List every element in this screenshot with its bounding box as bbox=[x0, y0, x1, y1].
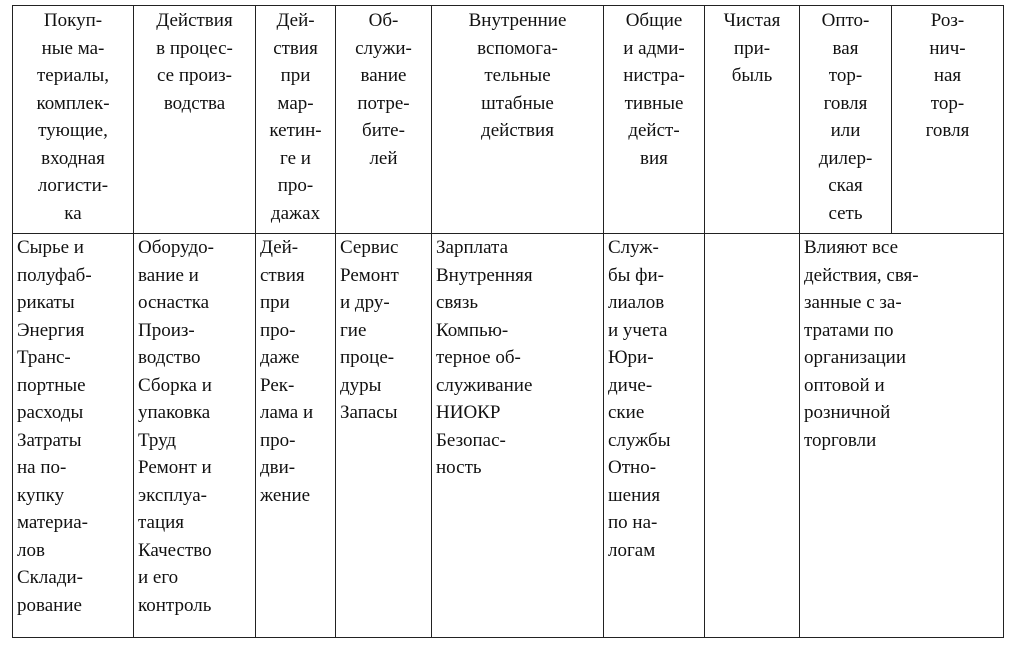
header-cell-wholesale: Опто- вая тор- говля или дилер- ская сеть bbox=[800, 6, 892, 234]
cell-production: Оборудо- вание и оснастка Произ- водство Сборка и упаковка Труд Ремонт и эксплуа- тация Качество и его контроль bbox=[134, 234, 256, 638]
header-cell-marketing-sales: Дей- ствия при мар- кетин- ге и про- дажах bbox=[256, 6, 336, 234]
cell-net-profit bbox=[705, 234, 800, 638]
table-header-row bbox=[13, 6, 1004, 234]
table-row bbox=[13, 234, 1004, 638]
cell-marketing-sales: Дей- ствия при про- даже Рек- лама и про- дви- жение bbox=[256, 234, 336, 638]
header-cell-internal-support: Внутренние вспомога- тельные штабные действия bbox=[432, 6, 604, 234]
cell-wholesale-retail: Влияют все действия, свя- занные с за- тратами по организации оптовой и розничной торговли bbox=[800, 234, 1004, 638]
header-cell-production: Действия в процес- се произ- водства bbox=[134, 6, 256, 234]
cell-general-admin: Служ- бы фи- лиалов и учета Юри- диче- ские службы Отно- шения по на- логам bbox=[604, 234, 705, 638]
cell-customer-service: Сервис Ремонт и дру- гие проце- дуры Запасы bbox=[336, 234, 432, 638]
header-cell-general-admin: Общие и адми- нистра- тивные дейст- вия bbox=[604, 6, 705, 234]
value-chain-costs-table bbox=[12, 5, 1004, 638]
header-cell-net-profit: Чистая при- быль bbox=[705, 6, 800, 234]
header-cell-customer-service: Об- служи- вание потре- бите- лей bbox=[336, 6, 432, 234]
cell-purchased-materials: Сырье и полуфаб- рикаты Энергия Транс- портные расходы Затраты на по- купку материа- лов Склади- рование bbox=[13, 234, 134, 638]
header-cell-retail: Роз- нич- ная тор- говля bbox=[892, 6, 1004, 234]
cell-internal-support: Зарплата Внутренняя связь Компью- терное об- служивание НИОКР Безопас- ность bbox=[432, 234, 604, 638]
header-cell-purchased-materials: Покуп- ные ма- териалы, комплек- тующие, входная логисти- ка bbox=[13, 6, 134, 234]
